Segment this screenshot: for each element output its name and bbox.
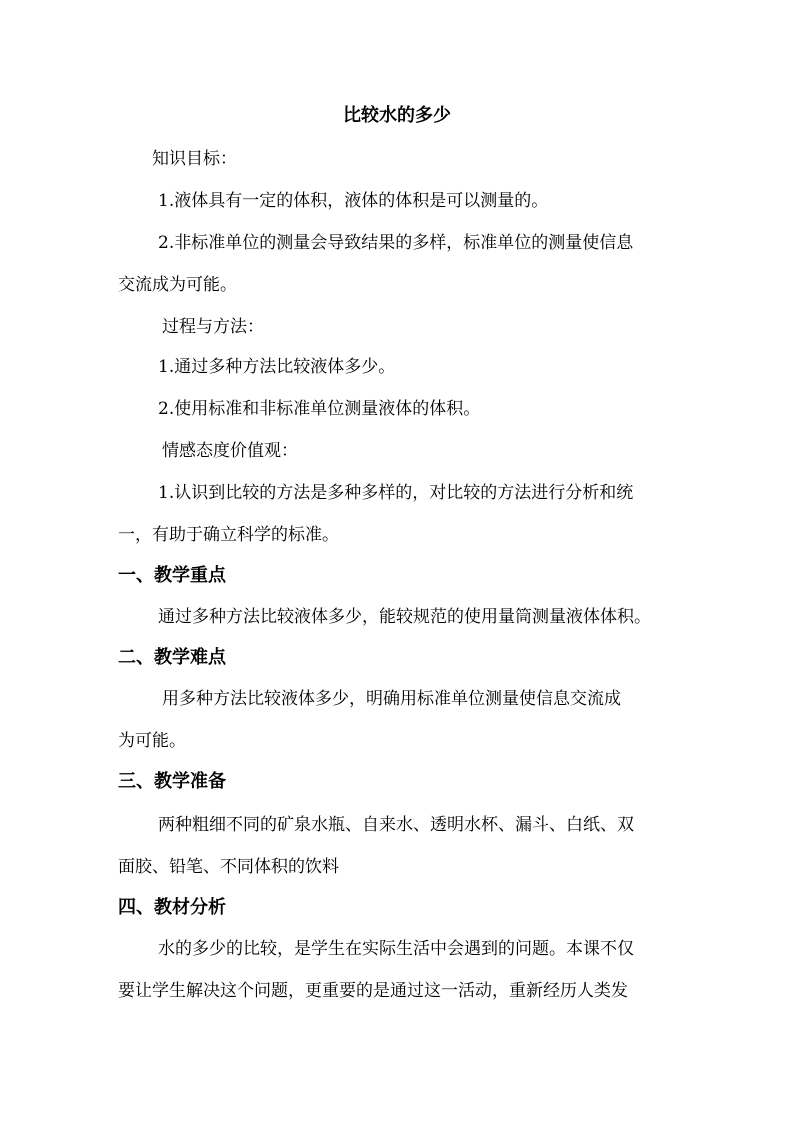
- knowledge-goals-label: 知识目标：: [152, 149, 237, 169]
- section-2-heading: 二、教学难点: [118, 647, 226, 668]
- section-1-heading: 一、教学重点: [118, 565, 226, 586]
- section-3-heading: 三、教学准备: [118, 771, 226, 792]
- process-method-item-1: 1.通过多种方法比较液体多少。: [158, 357, 396, 377]
- section-2-line-2: 为可能。: [118, 731, 186, 751]
- attitude-item-1-line-1: 1.认识到比较的方法是多种多样的，对比较的方法进行分析和统: [158, 483, 634, 503]
- section-4-heading: 四、教材分析: [118, 897, 226, 918]
- knowledge-goal-item-2-line-2: 交流成为可能。: [118, 275, 237, 295]
- section-4-line-1: 水的多少的比较，是学生在实际生活中会遇到的问题。本课不仅: [158, 939, 634, 959]
- document-title: 比较水的多少: [343, 105, 451, 126]
- process-method-item-2: 2.使用标准和非标准单位测量液体的体积。: [158, 399, 481, 419]
- section-3-line-2: 面胶、铅笔、不同体积的饮料: [118, 857, 339, 877]
- process-methods-label: 过程与方法：: [162, 317, 264, 337]
- knowledge-goal-item-2-line-1: 2.非标准单位的测量会导致结果的多样，标准单位的测量使信息: [158, 233, 634, 253]
- section-1-text: 通过多种方法比较液体多少，能较规范的使用量筒测量液体体积。: [158, 607, 651, 627]
- section-2-line-1: 用多种方法比较液体多少，明确用标准单位测量使信息交流成: [162, 689, 621, 709]
- attitudes-label: 情感态度价值观：: [162, 441, 298, 461]
- section-4-line-2: 要让学生解决这个问题，更重要的是通过这一活动，重新经历人类发: [118, 981, 628, 1001]
- attitude-item-1-line-2: 一，有助于确立科学的标准。: [118, 525, 339, 545]
- knowledge-goal-item-1: 1.液体具有一定的体积，液体的体积是可以测量的。: [158, 191, 549, 211]
- section-3-line-1: 两种粗细不同的矿泉水瓶、自来水、透明水杯、漏斗、白纸、双: [158, 815, 634, 835]
